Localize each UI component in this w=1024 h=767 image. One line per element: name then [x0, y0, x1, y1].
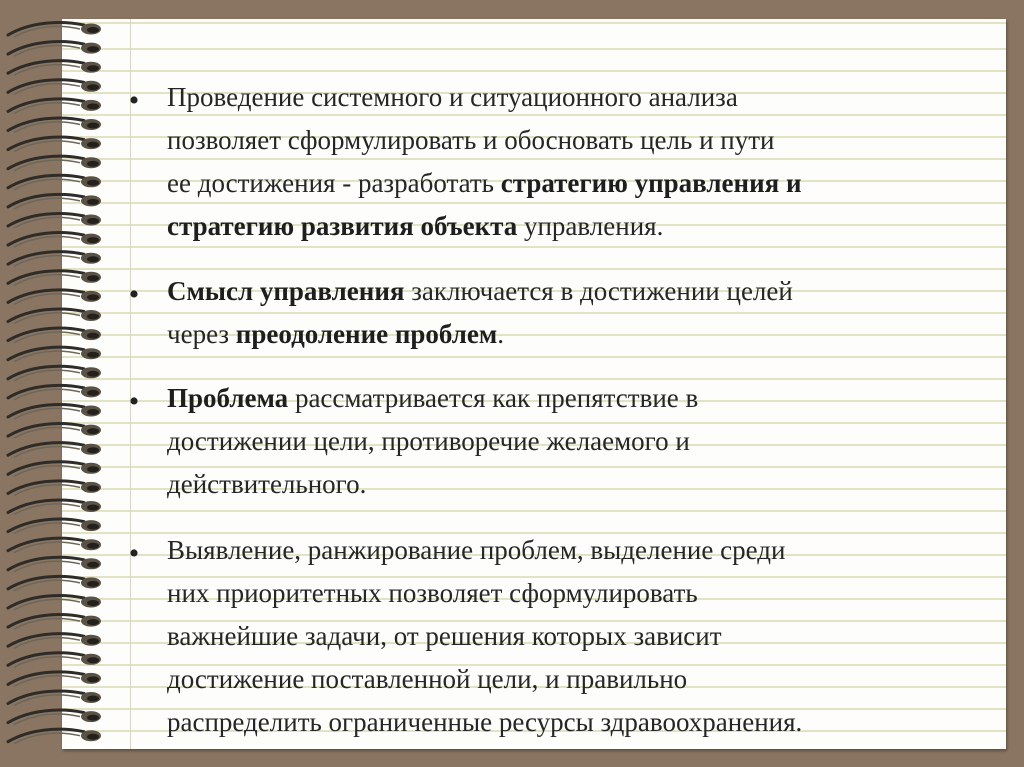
text-segment: них приоритетных позволяет сформулировать	[167, 578, 698, 608]
text-segment: достижение поставленной цели, и правильно	[167, 664, 688, 694]
bullet-point: •	[128, 84, 140, 117]
text-segment: распределить ограниченные ресурсы здравоохранения.	[167, 707, 803, 737]
bold-text: стратегию управления и	[500, 168, 802, 198]
paragraph-problem-ranking	[167, 529, 1007, 744]
bullet-point: •	[128, 385, 140, 418]
text-segment: позволяет сформулировать и обосновать цель и пути	[167, 125, 775, 155]
bullet-point: •	[128, 537, 140, 570]
bullet-point: •	[128, 278, 140, 311]
text-segment: рассматривается как препятствие в	[288, 383, 699, 413]
bold-text: Проблема	[167, 383, 289, 413]
text-segment: Выявление, ранжирование проблем, выделение среди	[167, 535, 786, 565]
text-segment: заключается в достижении целей	[404, 276, 793, 306]
bold-text: стратегию развития объекта	[167, 211, 518, 241]
bold-text: Смысл управления	[167, 276, 405, 306]
bold-text: преодоление проблем	[235, 319, 498, 349]
text-segment: управления.	[517, 211, 664, 241]
paragraph-management-meaning	[167, 270, 1007, 356]
text-segment: через	[167, 319, 236, 349]
paragraph-problem-definition	[167, 377, 1007, 506]
text-segment: достижении цели, противоречие желаемого и	[167, 426, 690, 456]
paragraph-system-analysis	[167, 76, 1007, 248]
text-segment: Проведение системного и ситуационного анализа	[167, 82, 738, 112]
text-segment: важнейшие задачи, от решения которых зависит	[167, 621, 722, 651]
text-segment: действительного.	[167, 469, 367, 499]
text-segment: ее достижения - разработать	[167, 168, 501, 198]
text-segment: .	[497, 319, 505, 349]
